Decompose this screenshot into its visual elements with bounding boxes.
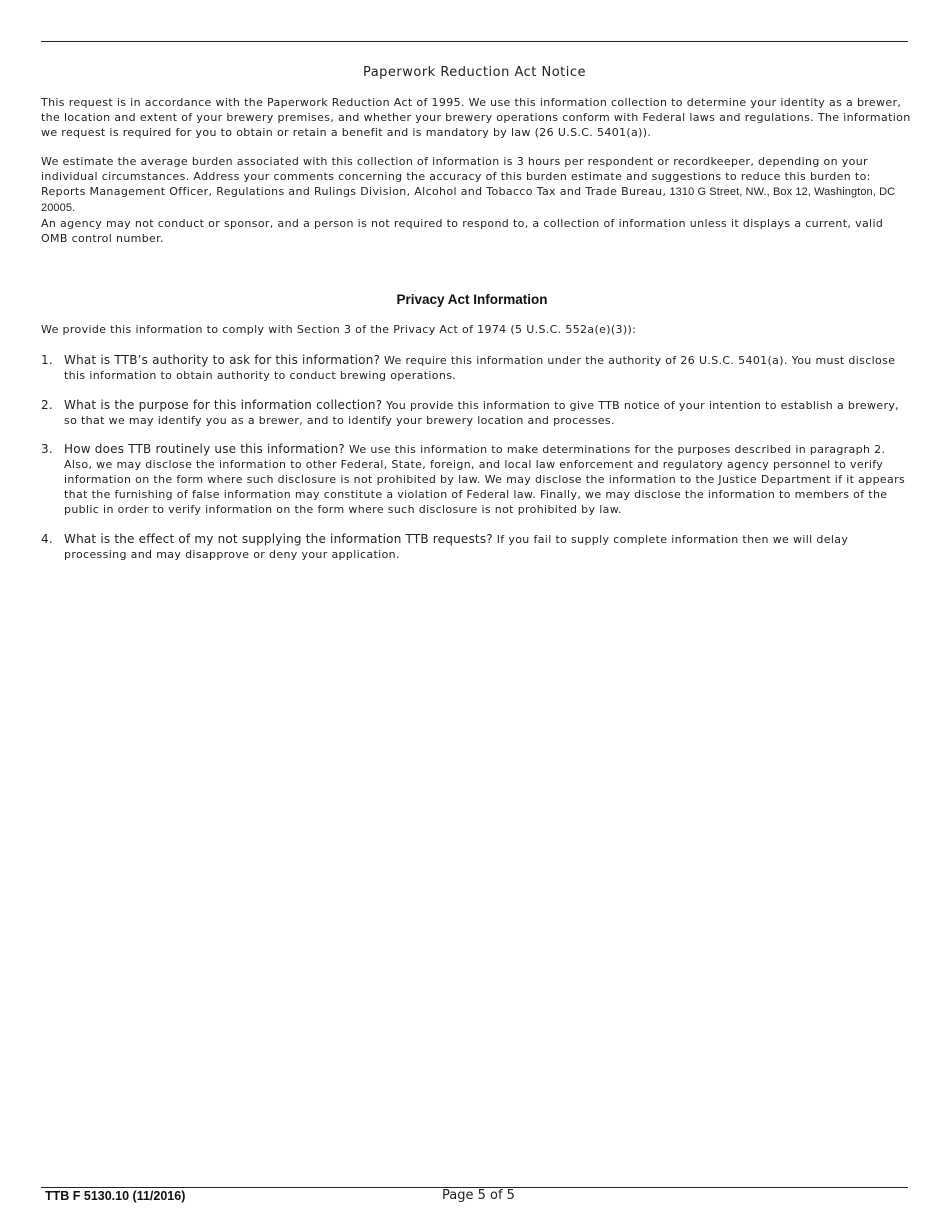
- omb-notice-text: An agency may not conduct or sponsor, and a person is not required to respond to, a collection of information unless it displays a current, valid OMB control number.: [41, 217, 884, 245]
- paperwork-paragraph-1: This request is in accordance with the Paperwork Reduction Act of 1995. We use this information collection to determine your identity as a brewer, the location and extent of your brewery premises, and whether your brewery operations conform with Federal laws and regulations. The information we request is required for you to obtain or retain a benefit and is mandatory by law (26 U.S.C. 5401(a)).: [41, 96, 911, 139]
- list-item-number: 2.: [41, 398, 53, 412]
- list-item-number: 3.: [41, 442, 53, 456]
- paperwork-paragraph-2: [41, 154, 911, 246]
- list-item-question: What is TTB’s authority to ask for this information?: [64, 353, 381, 367]
- privacy-title: Privacy Act Information: [396, 292, 548, 307]
- list-item-body: [64, 353, 909, 383]
- list-item-body: [64, 532, 909, 562]
- burden-estimate-text: We estimate the average burden associated with this collection of information is 3 hours per respondent or recordkeeper, depending on your individual circumstances. Address your comments concerning the accuracy of this burden estimate and suggestions to reduce this burden to: Reports Management Officer, Regulations and Rulings Division, Alcohol and Tobacco Tax and Trade Bureau,: [41, 155, 871, 198]
- list-item-number: 4.: [41, 532, 53, 546]
- list-item-answer: You provide this information to give TTB notice of your intention to establish a brewery, so that we may identify you as a brewer, and to identify your brewery location and processes.: [64, 399, 900, 427]
- form-number: TTB F 5130.10 (11/2016): [45, 1189, 186, 1203]
- list-item-answer: We require this information under the authority of 26 U.S.C. 5401(a). You must disclose this information to obtain authority to conduct brewing operations.: [64, 354, 896, 382]
- mailing-address-text: 1310 G Street, NW., Box 12, Washington, DC 20005.: [41, 186, 896, 214]
- list-item-question: What is the effect of my not supplying the information TTB requests?: [64, 532, 493, 546]
- page-number: Page 5 of 5: [442, 1188, 515, 1203]
- list-item-body: [64, 442, 909, 517]
- list-item-answer: We use this information to make determinations for the purposes described in paragraph 2. Also, we may disclose the information to other Federal, State, foreign, and local law enforcement and regulatory agency personnel to verify information on the form where such disclosure is not prohibited by law. We may disclose the information to the Justice Department if it appears that the furnishing of false information may constitute a violation of Federal law. Finally, we may disclose the information to members of the public in order to verify information on the form where such disclosure is not prohibited by law.: [64, 443, 906, 516]
- paperwork-title: Paperwork Reduction Act Notice: [362, 65, 587, 80]
- list-item-body: [64, 398, 909, 428]
- privacy-intro: We provide this information to comply with Section 3 of the Privacy Act of 1974 (5 U.S.C. 552a(e)(3)):: [41, 323, 637, 336]
- list-item-question: What is the purpose for this information collection?: [64, 398, 383, 412]
- list-item-answer: If you fail to supply complete information then we will delay processing and may disapprove or deny your application.: [64, 533, 849, 561]
- list-item-number: 1.: [41, 353, 53, 367]
- top-rule: [41, 41, 908, 42]
- list-item-question: How does TTB routinely use this information?: [64, 442, 345, 456]
